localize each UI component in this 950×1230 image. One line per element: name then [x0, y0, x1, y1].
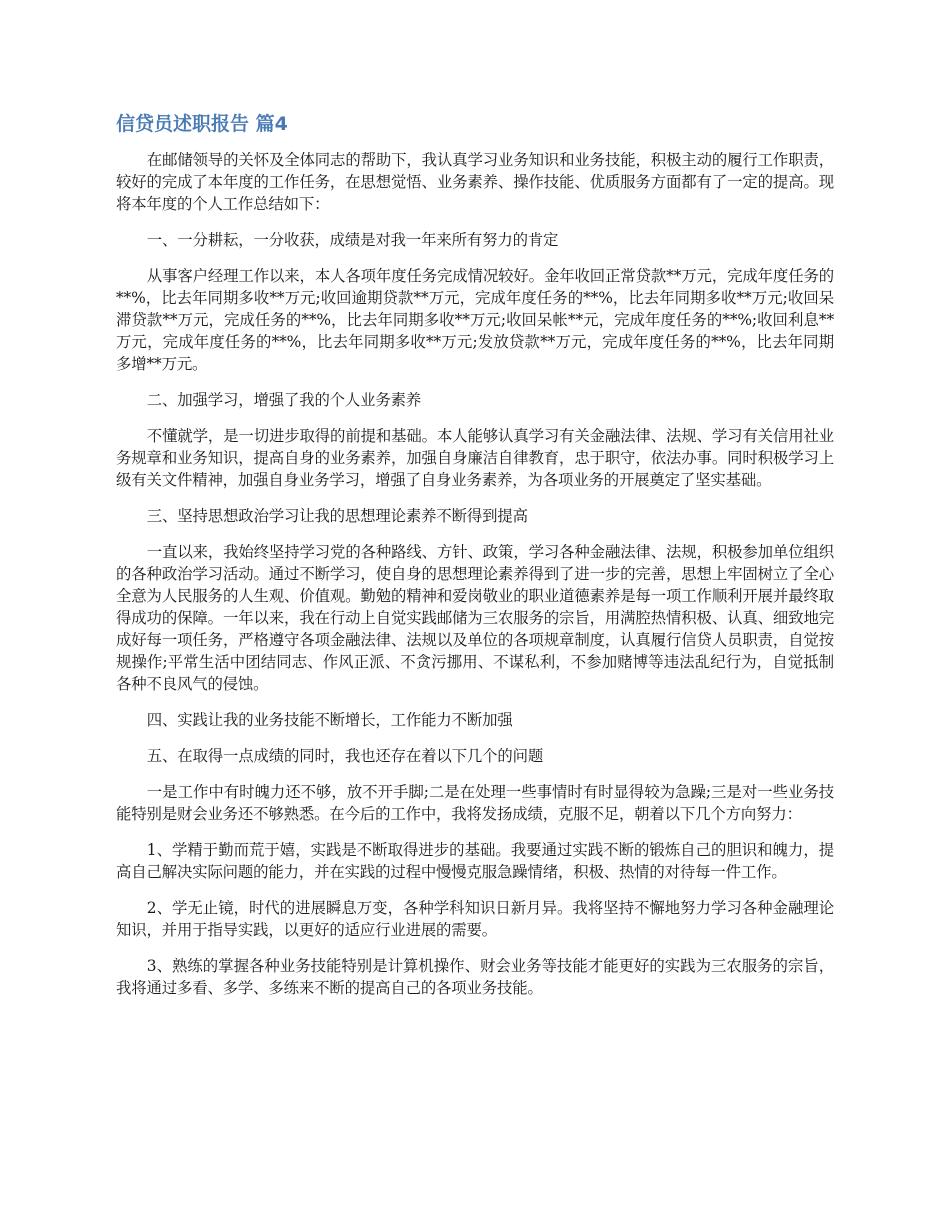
- paragraph-problems: 一是工作中有时魄力还不够，放不开手脚;二是在处理一些事情时有时显得较为急躁;三是对一些业务技能特别是财会业务还不够熟悉。在今后的工作中，我将发扬成绩，克服不足，朝着以下几个方向努力：: [116, 783, 834, 823]
- paragraph-goal-2: 2、学无止镜，时代的进展瞬息万变，各种学科知识日新月异。我将坚持不懈地努力学习各种金融理论知识，并用于指导实践，以更好的适应行业进展的需要。: [116, 899, 834, 939]
- section-heading-2: 二、加强学习，增强了我的个人业务素养: [146, 391, 422, 409]
- paragraph-performance: 从事客户经理工作以来，本人各项年度任务完成情况较好。金年收回正常贷款**万元，完成年度任务的**%，比去年同期多收**万元;收回逾期贷款**万元，完成年度任务的**%，比去年同期多收**万元;收回呆滞贷款**万元，完成任务的**%，比去年同期多收**万元;收回呆帐**元，完成年度任务的**%;收回利息**万元，完成年度任务的**%，比去年同期多收**万元;发放贷款**万元，完成年度任务的**%，比去年同期多增**万元。: [116, 267, 834, 373]
- section-heading-5: 五、在取得一点成绩的同时，我也还存在着以下几个的问题: [146, 747, 544, 765]
- paragraph-goal-3: 3、熟练的掌握各种业务技能特别是计算机操作、财会业务等技能才能更好的实践为三农服务的宗旨，我将通过多看、多学、多练来不断的提高自己的各项业务技能。: [116, 957, 834, 997]
- paragraph-intro: 在邮储领导的关怀及全体同志的帮助下，我认真学习业务知识和业务技能，积极主动的履行工作职责，较好的完成了本年度的工作任务，在思想觉悟、业务素养、操作技能、优质服务方面都有了一定的提高。现将本年度的个人工作总结如下：: [116, 151, 834, 213]
- document-title: 信贷员述职报告 篇4: [116, 113, 288, 135]
- paragraph-political-study: 一直以来，我始终坚持学习党的各种路线、方针、政策，学习各种金融法律、法规，积极参加单位组织的各种政治学习活动。通过不断学习，使自身的思想理论素养得到了进一步的完善，思想上牢固树立了全心全意为人民服务的人生观、价值观。勤勉的精神和爱岗敬业的职业道德素养是每一项工作顺利开展并最终取得成功的保障。一年以来，我在行动上自觉实践邮储为三农服务的宗旨，用满腔热情积极、认真、细致地完成好每一项任务，严格遵守各项金融法律、法规以及单位的各项规章制度，认真履行信贷人员职责，自觉按规操作;平常生活中团结同志、作风正派、不贪污挪用、不谋私利，不参加赌博等违法乱纪行为，自觉抵制各种不良风气的侵蚀。: [116, 543, 834, 693]
- paragraph-goal-1: 1、学精于勤而荒于嬉，实践是不断取得进步的基础。我要通过实践不断的锻炼自己的胆识和魄力，提高自己解决实际问题的能力，并在实践的过程中慢慢克服急躁情绪，积极、热情的对待每一件工作。: [116, 841, 834, 881]
- section-heading-3: 三、坚持思想政治学习让我的思想理论素养不断得到提高: [146, 507, 528, 525]
- section-heading-1: 一、一分耕耘，一分收获，成绩是对我一年来所有努力的肯定: [146, 231, 559, 249]
- section-heading-4: 四、实践让我的业务技能不断增长，工作能力不断加强: [146, 711, 513, 729]
- paragraph-study: 不懂就学，是一切进步取得的前提和基础。本人能够认真学习有关金融法律、法规、学习有关信用社业务规章和业务知识，提高自身的业务素养，加强自身廉洁自律教育，忠于职守，依法办事。同时积极学习上级有关文件精神，加强自身业务学习，增强了自身业务素养，为各项业务的开展奠定了坚实基础。: [116, 427, 834, 489]
- document-page: [116, 110, 834, 1013]
